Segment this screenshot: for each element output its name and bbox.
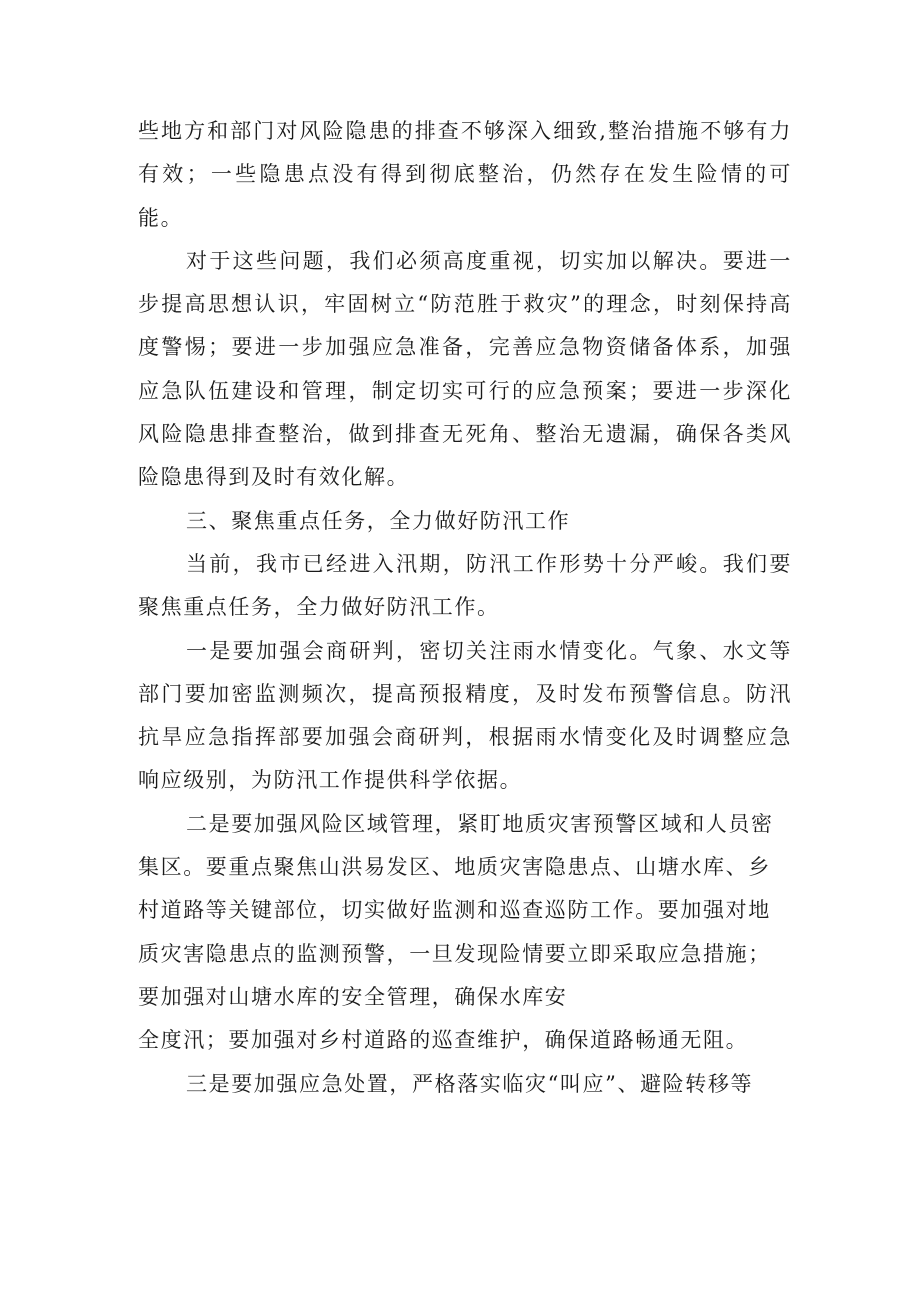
document-body <box>138 110 792 1106</box>
paragraph-task-three: 三是要加强应急处置，严格落实临灾“叫应”、避险转移等 <box>186 1071 754 1096</box>
paragraph-line: 村道路等关键部位，切实做好监测和巡查巡防工作。要加强对地 <box>138 898 771 923</box>
paragraph-task-one: 一是要加强会商研判，密切关注雨水情变化。气象、水文等部门要加密监测频次，提高预报精度，及时发布预警信息。防汛抗旱应急指挥部要加强会商研判，根据雨水情变化及时调整应急响应级别，为防汛工作提供科学依据。 <box>138 638 792 793</box>
paragraph-line: 要加强对山塘水库的安全管理，确保水库安 <box>138 984 568 1009</box>
paragraph-line: 质灾害隐患点的监测预警，一旦发现险情要立即采取应急措施； <box>138 941 771 966</box>
paragraph-flood-season: 当前，我市已经进入汛期，防汛工作形势十分严峻。我们要聚焦重点任务，全力做好防汛工作。 <box>138 551 792 620</box>
section-heading-flood-control: 三、聚焦重点任务，全力做好防汛工作 <box>186 508 571 533</box>
paragraph-risk-issues: 些地方和部门对风险隐患的排查不够深入细致,整治措施不够有力有效；一些隐患点没有得到彻底整治，仍然存在发生险情的可能。 <box>138 119 792 230</box>
paragraph-line: 二是要加强风险区域管理，紧盯地质灾害预警区域和人员密 <box>186 811 774 836</box>
paragraph-task-two <box>138 803 792 1063</box>
paragraph-solutions: 对于这些问题，我们必须高度重视，切实加以解决。要进一步提高思想认识，牢固树立“防范胜于救灾”的理念，时刻保持高度警惕；要进一步加强应急准备，完善应急物资储备体系，加强应急队伍建设和管理，制定切实可行的应急预案；要进一步深化风险隐患排查整治，做到排查无死角、整治无遗漏，确保各类风险隐患得到及时有效化解。 <box>138 248 792 490</box>
paragraph-line: 集区。要重点聚焦山洪易发区、地质灾害隐患点、山塘水库、乡 <box>138 855 771 880</box>
paragraph-line: 全度汛；要加强对乡村道路的巡查维护，确保道路畅通无阻。 <box>138 1028 749 1053</box>
